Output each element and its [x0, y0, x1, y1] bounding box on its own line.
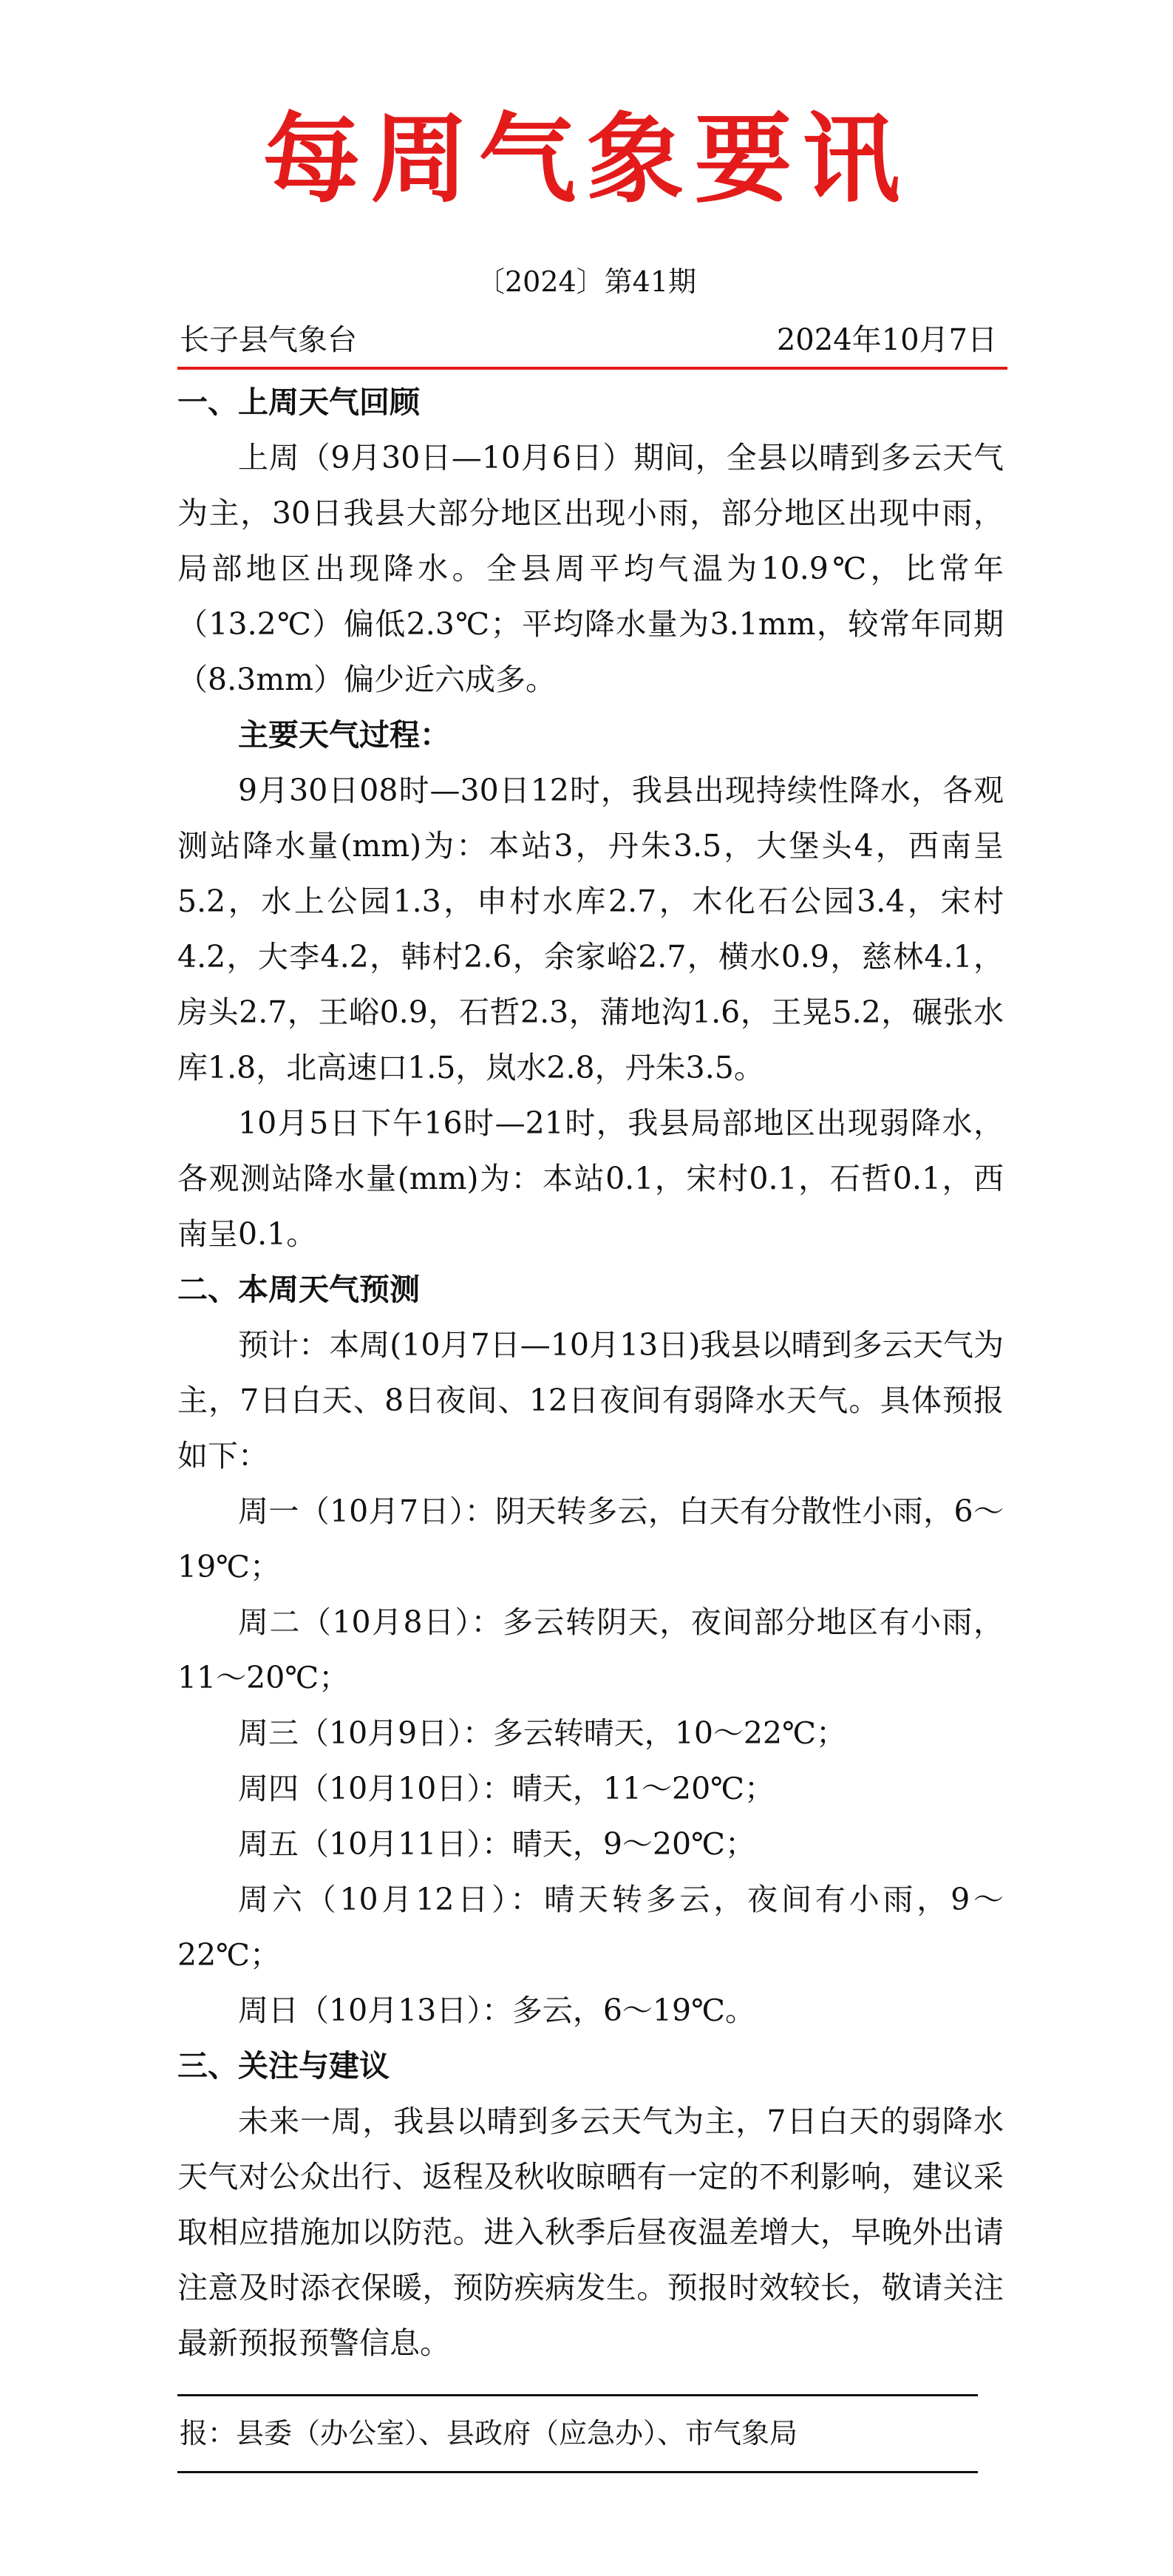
section1-subheading: 主要天气过程： — [238, 717, 450, 753]
section1-review-paragraph: 上周（9月30日—10月6日）期间，全县以晴到多云天气为主，30日我县大部分地区出现小雨，部分地区出现中雨，局部地区出现降水。全县周平均气温为10.9℃，比常年（13.2℃）偏低2.3℃；平均降水量为3.1mm，较常年同期（8.3mm）偏少近六成多。 — [177, 440, 1004, 697]
issue-number: 〔2024〕第41期 — [476, 265, 697, 298]
bulletin-body — [177, 375, 1004, 2371]
masthead-title: 每周气象要讯 — [262, 102, 911, 217]
issuing-organization: 长子县气象台 — [180, 323, 357, 357]
forecast-day-mon: 周一（10月7日）：阴天转多云，白天有分散性小雨，6～19℃； — [177, 1494, 1004, 1584]
forecast-day-thu: 周四（10月10日）：晴天，11～20℃； — [238, 1771, 775, 1806]
red-divider — [177, 367, 1007, 370]
forecast-day-wed: 周三（10月9日）：多云转晴天，10～22℃； — [238, 1715, 846, 1751]
section2-intro: 预计：本周(10月7日—10月13日)我县以晴到多云天气为主，7日白天、8日夜间、12日夜间有弱降水天气。具体预报如下： — [177, 1327, 1004, 1474]
forecast-day-tue: 周二（10月8日）：多云转阴天，夜间部分地区有小雨，11～20℃； — [177, 1604, 1004, 1695]
section2-heading: 二、本周天气预测 — [177, 1272, 420, 1307]
footer-top-rule — [177, 2394, 978, 2396]
section1-process-paragraph-2: 10月5日下午16时—21时，我县局部地区出现弱降水，各观测站降水量(mm)为：本站0.1，宋村0.1，石哲0.1，西南呈0.1。 — [177, 1105, 1004, 1252]
forecast-day-sun: 周日（10月13日）：多云，6～19℃。 — [238, 1993, 755, 2028]
forecast-day-sat: 周六（10月12日）：晴天转多云，夜间有小雨，9～22℃； — [177, 1882, 1004, 1973]
section3-advice-paragraph: 未来一周，我县以晴到多云天气为主，7日白天的弱降水天气对公众出行、返程及秋收晾晒有一定的不利影响，建议采取相应措施加以防范。进入秋季后昼夜温差增大，早晚外出请注意及时添衣保暖，预防疾病发生。预报时效较长，敬请关注最新预报预警信息。 — [177, 2104, 1004, 2361]
distribution-line: 报：县委（办公室）、县政府（应急办）、市气象局 — [180, 2417, 798, 2450]
section1-process-paragraph-1: 9月30日08时—30日12时，我县出现持续性降水，各观测站降水量(mm)为：本站3，丹朱3.5，大堡头4，西南呈5.2，水上公园1.3，申村水库2.7，木化石公园3.4，宋村4.2，大李4.2，韩村2.6，余家峪2.7，横水0.9，慈林4.1，房头2.7，王峪0.9，石哲2.3，蒲地沟1.6，王晃5.2，碾张水库1.8，北高速口1.5，岚水2.8，丹朱3.5。 — [177, 773, 1004, 1085]
forecast-day-fri: 周五（10月11日）：晴天，9～20℃； — [238, 1826, 755, 1862]
section3-heading: 三、关注与建议 — [177, 2048, 390, 2084]
issue-date: 2024年10月7日 — [776, 323, 997, 357]
section1-heading: 一、上周天气回顾 — [177, 384, 420, 420]
footer-bottom-rule — [177, 2471, 978, 2473]
